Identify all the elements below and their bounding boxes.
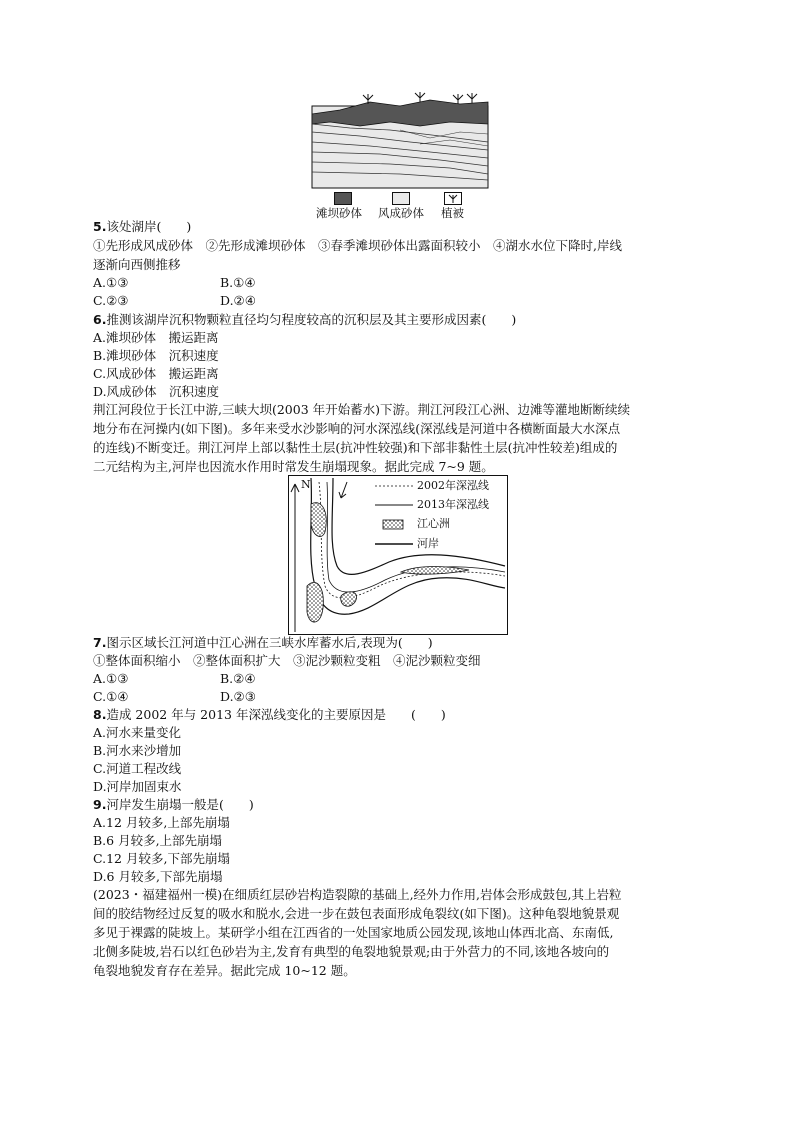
legend-sandbar-swatch	[334, 192, 352, 205]
q7-statements: ①整体面积缩小 ②整体面积扩大 ③泥沙颗粒变粗 ④泥沙颗粒变细	[93, 653, 481, 668]
passage3-line5: 龟裂地貌发育存在差异。据此完成 10~12 题。	[93, 963, 356, 978]
legend-river-island: 江心洲	[417, 517, 450, 530]
q8-stem-text: 造成 2002 年与 2013 年深泓线变化的主要原因是 ( )	[106, 707, 446, 722]
q8-option-c[interactable]: C.河道工程改线	[93, 761, 182, 776]
passage3-line4: 北侧多陡坡,岩石以红色砂岩为主,发育有典型的龟裂地貌景观;由于外营力的不同,该地各坡向的	[93, 944, 610, 959]
passage3-line1: (2023・福建福州一模)在细质红层砂岩构造裂隙的基础上,经外力作用,岩体会形成鼓包,其上岩粒	[93, 887, 622, 902]
passage3-line2: 间的胶结物经过反复的吸水和脱水,会进一步在鼓包表面形成龟裂纹(如下图)。这种龟裂地貌景观	[93, 906, 620, 921]
legend-vegetation-label: 植被	[441, 206, 464, 220]
legend-2013-thalweg: 2013年深泓线	[417, 498, 489, 511]
passage2-line1: 荆江河段位于长江中游,三峡大坝(2003 年开始蓄水)下游。荆江河段江心洲、边滩等灌地断断续续	[93, 402, 631, 417]
vegetation-icon	[445, 193, 461, 204]
sediment-cross-section-figure	[300, 92, 500, 222]
legend-aeolian-swatch	[392, 192, 410, 205]
q6-number: 6.	[93, 312, 107, 327]
q7-stem-text: 图示区域长江河道中江心洲在三峡水库蓄水后,表现为( )	[106, 635, 433, 650]
passage2-line4: 二元结构为主,河岸也因流水作用时常发生崩塌现象。据此完成 7~9 题。	[93, 459, 494, 474]
q8-option-d[interactable]: D.河岸加固束水	[93, 779, 182, 794]
q5-number: 5.	[93, 219, 107, 234]
legend-river-bank: 河岸	[417, 537, 439, 550]
q8-option-a[interactable]: A.河水来量变化	[93, 725, 182, 740]
q5-option-d[interactable]: D.②④	[220, 293, 256, 308]
q6-option-a[interactable]: A.滩坝砂体 搬运距离	[93, 330, 219, 345]
q6-option-c[interactable]: C.风成砂体 搬运距离	[93, 366, 219, 381]
passage2-line2: 地分布在河操内(如下图)。多年来受水沙影响的河水深泓线(深泓线是河道中各横断面最大水深点	[93, 421, 621, 436]
q6-option-d[interactable]: D.风成砂体 沉积速度	[93, 384, 220, 399]
q5-option-c[interactable]: C.②③	[93, 293, 129, 308]
q7-number: 7.	[93, 635, 107, 650]
q5-option-b[interactable]: B.①④	[220, 275, 256, 290]
q9-option-d[interactable]: D.6 月较多,下部先崩塌	[93, 869, 223, 884]
q7-option-c[interactable]: C.①④	[93, 689, 129, 704]
legend-aeolian-label: 风成砂体	[378, 206, 424, 220]
q9-option-b[interactable]: B.6 月较多,上部先崩塌	[93, 833, 223, 848]
passage2-line3: 的连线)不断变迁。荆江河岸上部以黏性土层(抗冲性较强)和下部非黏性土层(抗冲性较差)组成的	[93, 440, 618, 455]
q9-option-a[interactable]: A.12 月较多,上部先崩塌	[93, 815, 230, 830]
q5-statements-line2: 逐渐向西侧推移	[93, 257, 181, 272]
q5-statements-line1: ①先形成风成砂体 ②先形成滩坝砂体 ③春季滩坝砂体出露面积较小 ④湖水水位下降时,岸线	[93, 238, 622, 253]
q7-option-d[interactable]: D.②③	[220, 689, 256, 704]
q6-stem-text: 推测该湖岸沉积物颗粒直径均匀程度较高的沉积层及其主要形成因素( )	[106, 312, 517, 327]
q9-option-c[interactable]: C.12 月较多,下部先崩塌	[93, 851, 230, 866]
q8-option-b[interactable]: B.河水来沙增加	[93, 743, 182, 758]
q7-stem	[93, 634, 433, 652]
q6-option-b[interactable]: B.滩坝砂体 沉积速度	[93, 348, 219, 363]
q7-option-a[interactable]: A.①③	[93, 671, 129, 686]
river-map-figure	[288, 475, 508, 635]
q5-stem	[93, 218, 191, 236]
legend-sandbar-label: 滩坝砂体	[316, 206, 362, 220]
passage3-line3: 多见于裸露的陡坡上。某研学小组在江西省的一处国家地质公园发现,该地山体西北高、东南低,	[93, 925, 614, 940]
q9-number: 9.	[93, 797, 107, 812]
q6-stem	[93, 311, 516, 329]
q7-option-b[interactable]: B.②④	[220, 671, 256, 686]
legend-2002-thalweg: 2002年深泓线	[417, 479, 489, 492]
q8-number: 8.	[93, 707, 107, 722]
north-label: N	[301, 478, 311, 491]
q9-stem	[93, 796, 254, 814]
q8-stem	[93, 706, 446, 724]
legend-vegetation-swatch	[444, 192, 462, 205]
q5-stem-text: 该处湖岸( )	[106, 219, 192, 234]
q5-option-a[interactable]: A.①③	[93, 275, 129, 290]
q9-stem-text: 河岸发生崩塌一般是( )	[106, 797, 254, 812]
sediment-cross-section-svg	[300, 92, 500, 192]
